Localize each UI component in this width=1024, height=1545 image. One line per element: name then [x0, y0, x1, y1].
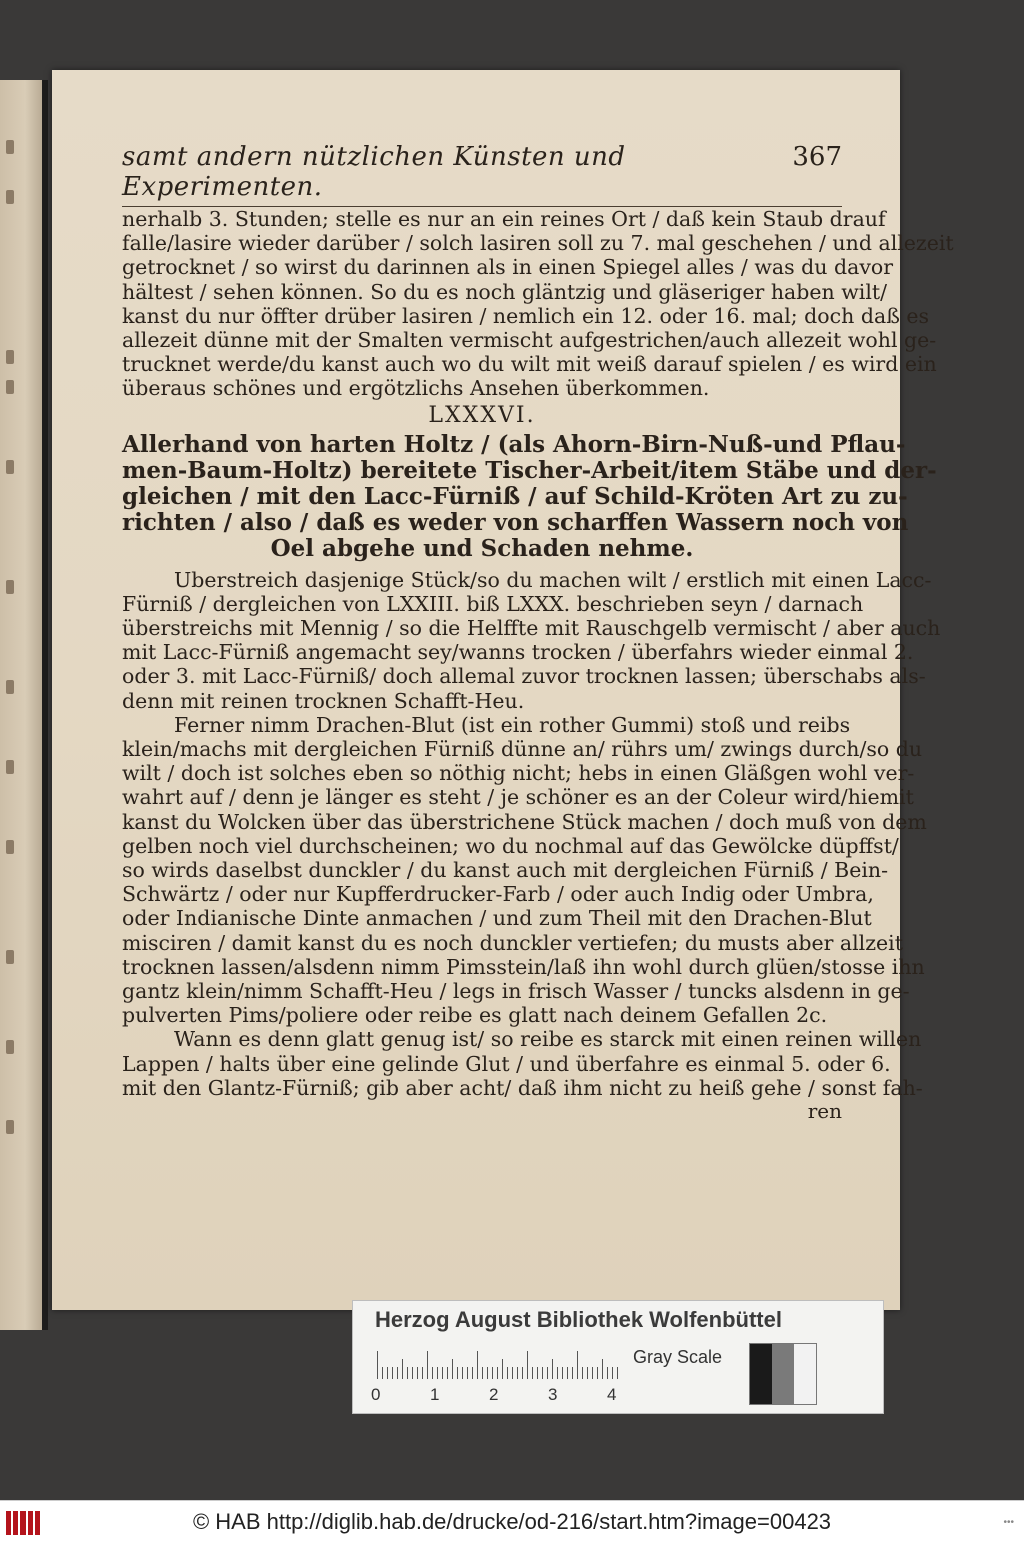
page-number: 367 — [792, 142, 842, 172]
ruler-tick — [507, 1367, 508, 1379]
gray-scale-label: Gray Scale — [633, 1347, 723, 1367]
text-line: mit Lacc-Fürniß angemacht sey/wanns trocken / überfahrs wieder einmal 2. — [122, 640, 914, 665]
ruler-tick — [547, 1367, 548, 1379]
section-heading — [122, 430, 937, 562]
text-line: nerhalb 3. Stunden; stelle es nur an ein reines Ort / daß kein Staub drauf — [122, 207, 886, 231]
text-line: allezeit dünne mit der Smalten vermischt aufgestrichen/auch allezeit wohl ge- — [122, 328, 937, 353]
gray-patch — [794, 1344, 816, 1404]
facing-page-mark — [6, 950, 14, 964]
page-text — [122, 142, 954, 1124]
facing-page-mark — [6, 840, 14, 854]
ruler-tick — [567, 1367, 568, 1379]
ruler-tick — [412, 1367, 413, 1379]
ruler-tick — [562, 1367, 563, 1379]
ruler-number: 3 — [548, 1385, 558, 1404]
ruler-tick — [617, 1367, 618, 1379]
text-line: getrocknet / so wirst du darinnen als in einen Spiegel alles / was du davor — [122, 255, 894, 280]
text-line: überaus schönes und ergötzlichs Ansehen überkommen. — [122, 376, 710, 401]
text-line: Wann es denn glatt genug ist/ so reibe es starck mit einen reinen willen — [174, 1027, 922, 1052]
running-title: samt andern nützlichen Künsten und Experimenten. — [122, 142, 626, 202]
ruler-tick — [572, 1367, 573, 1379]
ruler-tick — [602, 1359, 603, 1379]
text-line: misciren / damit kanst du es noch dunckler vertiefen; du musts aber allzeit — [122, 930, 903, 955]
catchword: ren — [807, 1099, 842, 1124]
ruler-tick — [397, 1367, 398, 1379]
facing-page-edge — [0, 80, 42, 1330]
ruler-tick — [502, 1359, 503, 1379]
text-line: falle/lasire wieder darüber / solch lasiren soll zu 7. mal geschehen / und allezeit — [122, 231, 954, 256]
gray-patch — [750, 1344, 772, 1404]
running-head — [122, 142, 842, 207]
gray-scale-patches — [749, 1343, 817, 1405]
ruler-tick — [537, 1367, 538, 1379]
ruler-tick — [482, 1367, 483, 1379]
text-line: überstreichs mit Mennig / so die Helffte mit Rauschgelb vermischt / aber auch — [122, 616, 941, 641]
text-line: oder 3. mit Lacc-Fürniß/ doch allemal zuvor trocknen lassen; überschabs als- — [122, 664, 926, 689]
ruler-tick — [382, 1367, 383, 1379]
text-line: denn mit reinen trocknen Schafft-Heu. — [122, 688, 525, 713]
text-line: trucknet werde/du kanst auch wo du wilt mit weiß darauf spielen / es wird ein — [122, 352, 937, 377]
ruler-tick — [577, 1351, 578, 1379]
ruler-tick — [447, 1367, 448, 1379]
ruler-tick — [417, 1367, 418, 1379]
text-line: trocknen lassen/alsdenn nimm Pimsstein/laß ihn wohl durch glüen/stosse ihn — [122, 954, 925, 979]
text-line: richten / also / daß es weder von scharffen Wassern noch von — [122, 508, 909, 536]
text-line: men-Baum-Holtz) bereitete Tischer-Arbeit/item Stäbe und der- — [122, 456, 937, 484]
ruler-tick — [377, 1351, 378, 1379]
ruler-tick — [542, 1367, 543, 1379]
text-line: klein/machs mit dergleichen Fürniß dünne an/ rührs um/ zwings durch/so du — [122, 737, 923, 762]
ruler-tick — [452, 1359, 453, 1379]
ruler-tick — [427, 1351, 428, 1379]
ruler-number: 0 — [371, 1385, 381, 1404]
ruler-tick — [517, 1367, 518, 1379]
ruler-tick — [512, 1367, 513, 1379]
text-line: so wirds daselbst dunckler / du kanst auch mit dergleichen Fürniß / Bein- — [122, 858, 889, 883]
paragraph-1 — [122, 207, 954, 401]
ruler-tick — [442, 1367, 443, 1379]
ruler-number: 2 — [489, 1385, 499, 1404]
text-line: Schwärtz / oder nur Kupfferdrucker-Farb / oder auch Indig oder Umbra, — [122, 882, 874, 907]
ruler-tick — [467, 1367, 468, 1379]
ruler-tick — [437, 1367, 438, 1379]
ruler-tick — [492, 1367, 493, 1379]
text-line: Lappen / halts über eine gelinde Glut / und überfahre es einmal 5. oder 6. — [122, 1051, 891, 1076]
text-line: gleichen / mit den Lacc-Fürniß / auf Schild-Kröten Art zu zu- — [122, 482, 908, 510]
ruler-tick — [612, 1367, 613, 1379]
facing-page-mark — [6, 350, 14, 364]
ruler-tick — [597, 1367, 598, 1379]
ruler-tick — [522, 1367, 523, 1379]
facing-page-mark — [6, 1040, 14, 1054]
paragraph-3 — [122, 712, 927, 1028]
text-line: Allerhand von harten Holtz / (als Ahorn-Birn-Nuß-und Pflau- — [122, 430, 906, 458]
ruler-tick — [552, 1359, 553, 1379]
text-line: hältest / sehen können. So du es noch gläntzig und gläseriger haben wilt/ — [122, 279, 888, 304]
ruler-tick — [477, 1351, 478, 1379]
ruler-tick — [592, 1367, 593, 1379]
color-calibration-strip — [352, 1300, 884, 1414]
copyright-url[interactable]: © HAB http://diglib.hab.de/drucke/od-216/start.htm?image=00423 — [192, 1509, 832, 1534]
ruler-number: 1 — [430, 1385, 440, 1404]
facing-page-mark — [6, 580, 14, 594]
ruler-tick — [422, 1367, 423, 1379]
facing-page-mark — [6, 680, 14, 694]
book-gutter — [42, 80, 48, 1330]
paragraph-4 — [122, 1027, 923, 1100]
ruler-tick — [497, 1367, 498, 1379]
facing-page-mark — [6, 190, 14, 204]
section-number: LXXXVI. — [428, 402, 536, 428]
ruler-tick — [402, 1359, 403, 1379]
text-line: gelben noch viel durchscheinen; wo du nochmal auf das Gewölcke düpffst/ — [122, 833, 899, 858]
ruler-numbers — [371, 1385, 631, 1405]
paragraph-2 — [122, 567, 941, 713]
facing-page-mark — [6, 760, 14, 774]
ruler-tick — [557, 1367, 558, 1379]
facing-page-mark — [6, 1120, 14, 1134]
ruler-tick — [407, 1367, 408, 1379]
ruler-tick — [487, 1367, 488, 1379]
library-name: Herzog August Bibliothek Wolfenbüttel — [375, 1307, 782, 1332]
ruler-tick — [432, 1367, 433, 1379]
text-line: Oel abgehe und Schaden nehme. — [270, 534, 694, 562]
text-line: kanst du Wolcken über das überstrichene Stück machen / doch muß von dem — [122, 809, 927, 834]
ruler-tick — [527, 1351, 528, 1379]
ruler-tick — [472, 1367, 473, 1379]
ruler-tick — [582, 1367, 583, 1379]
ruler-number: 4 — [607, 1385, 617, 1404]
ruler-tick — [462, 1367, 463, 1379]
text-line: Ferner nimm Drachen-Blut (ist ein rother Gummi) stoß und reibs — [174, 712, 851, 737]
ruler-tick — [587, 1367, 588, 1379]
ruler-tick — [607, 1367, 608, 1379]
text-line: gantz klein/nimm Schafft-Heu / legs in frisch Wasser / tuncks alsdenn in ge- — [122, 979, 910, 1004]
gray-patch — [772, 1344, 794, 1404]
facing-page-mark — [6, 460, 14, 474]
facing-page-mark — [6, 380, 14, 394]
text-line: wilt / doch ist solches eben so nöthig nicht; hebs in einen Gläßgen wohl ver- — [122, 761, 915, 786]
text-line: oder Indianische Dinte anmachen / und zum Theil mit den Drachen-Blut — [122, 906, 872, 931]
facing-page-mark — [6, 140, 14, 154]
text-line: Fürniß / dergleichen von LXXIII. biß LXXX. beschrieben seyn / darnach — [122, 591, 864, 616]
footer-bar — [0, 1500, 1024, 1545]
text-line: Uberstreich dasjenige Stück/so du machen wilt / erstlich mit einen Lacc- — [174, 567, 932, 592]
ruler — [377, 1349, 617, 1379]
ruler-tick — [387, 1367, 388, 1379]
ruler-tick — [457, 1367, 458, 1379]
text-line: kanst du nur öffter drüber lasiren / nemlich ein 12. oder 16. mal; doch daß es — [122, 303, 930, 328]
text-line: mit den Glantz-Fürniß; gib aber acht/ daß ihm nicht zu heiß gehe / sonst fah- — [122, 1075, 923, 1100]
text-line: pulverten Pims/poliere oder reibe es glatt nach deinem Gefallen 2c. — [122, 1003, 828, 1028]
book-page — [52, 70, 954, 1310]
ruler-tick — [392, 1367, 393, 1379]
ruler-tick — [532, 1367, 533, 1379]
text-line: wahrt auf / denn je länger es steht / je schöner es an der Coleur wird/hiemit — [122, 785, 914, 810]
more-icon[interactable]: ••• — [1003, 1517, 1014, 1528]
